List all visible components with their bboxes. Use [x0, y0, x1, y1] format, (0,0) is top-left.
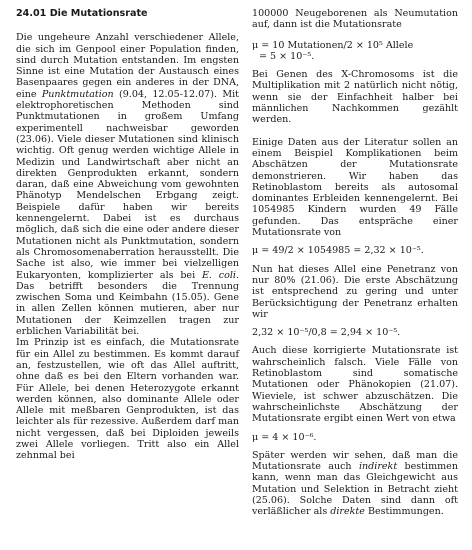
formula-estimate: μ = 4 × 10⁻⁶. — [252, 431, 317, 443]
paragraph — [16, 32, 239, 337]
section-title: Die Mutationsrate — [49, 8, 148, 19]
text-run: Die ungeheure Anzahl verschiedener Allele, die sich im Genpool einer Population finden, sind durch Mutation entstanden. Im engsten Sinne ist eine Mutation der Austausch eines Basenpaares gegen ein anderes in der DNA, eine — [16, 32, 239, 100]
italic-term: Punktmutation — [41, 88, 114, 100]
text-run: Später werden wir sehen, daß man die Mutationsrate auch — [252, 449, 458, 473]
paragraph: Nun hat dieses Allel eine Penetranz von nur 80% (21.06). Die erste Abschätzung ist entsprechend zu gering und unter Berücksichtigung der Penetranz erhalten wir — [252, 263, 458, 320]
paragraph: Im Prinzip ist es einfach, die Mutationsrate für ein Allel zu bestimmen. Es kommt darauf an, festzustellen, wie oft das Allel auftritt, ohne daß es bei den Eltern vorhanden war. Für Allele, bei denen Heterozygote erkannt werden können, also dominante Allele oder Allele mit meßbaren Genprodukten, ist das leichter als für rezessive. Außerdem darf man nicht vergessen, daß bei Diploiden jeweils zwei Allele vorliegen. Tritt also ein Allel zehnmal bei — [16, 337, 239, 462]
formula-mutation-rate — [252, 40, 458, 63]
section-number: 24.01 — [16, 8, 47, 19]
text-run: Bestimmungen. — [364, 506, 444, 518]
italic-term: direkte — [330, 506, 365, 518]
paragraph: Auch diese korrigierte Mutationsrate ist wahrscheinlich falsch. Viele Fälle von Retinoblastom sind somatische Mutationen oder Phänokopien (21.07). Wieviele, ist schwer abzuschätzen. Die wahrscheinlichste Abschätzung der Mutationsrate ergibt einen Wert von etwa — [252, 345, 458, 425]
paragraph: Bei Genen des X-Chromosoms ist die Multiplikation mit 2 natürlich nicht nötig, wenn sie der Einfachheit halber bei männlichen Nachkommen gezählt werden. — [252, 69, 458, 126]
paragraph: 100000 Neugeborenen als Neumutation auf, dann ist die Mutationsrate — [252, 8, 458, 31]
paragraph: Einige Daten aus der Literatur sollen an einem Beispiel Komplikationen beim Abschätzen der Mutationsrate demonstrieren. Wir haben das Retinoblastom bereits als autosomal dominantes Erbleiden kennengelernt. Bei 1054985 Kindern wurden 49 Fälle gefunden. Das entspräche einer Mutationsrate von — [252, 136, 458, 239]
italic-term: indirekt — [358, 461, 398, 473]
text-run: (9.04, 12.05-12.07). Mit elektrophoretischen Methoden sind Punktmutationen in großem Umfang experimentell nachweisbar geworden (23.06). Viele dieser Mutationen sind klinisch wichtig. Oft genug werden wichtige Allele in Medizin und Landwirtschaft aber nicht an direkten Genprodukten erkannt, sondern daran, daß eine Abweichung vom gewohnten Phänotyp Mendelschen Erbgang zeigt. Beispiele dafür haben wir bereits kennengelernt. Dabei ist es durchaus möglich, daß sich die eine oder andere dieser Mutationen nicht als Punktmutation, sondern als Chromosomenaberration herausstellt. Die Sache ist also, wie immer bei vielzelligen Eukaryonten, komplizierter als bei — [16, 88, 239, 281]
text-run: bestimmen kann, wenn man das Gleichgewicht aus Mutation und Selektion in Betracht zieht (25.06). Solche Daten sind dann oft verläßlicher als — [252, 461, 458, 518]
left-column — [16, 8, 239, 462]
text-run: Das betrifft besonders die Trennung zwischen Soma und Keimbahn (15.05). Gene in allen Zellen können mutieren, aber nur Mutationen der Keimzellen tragen zur erblichen Variabilität bei. — [16, 280, 239, 338]
section-heading — [16, 8, 239, 19]
formula-retinoblastoma: μ = 49/2 × 1054985 = 2,32 × 10⁻⁵. — [252, 245, 424, 257]
right-column — [252, 8, 458, 518]
formula-penetrance: 2,32 × 10⁻⁵/0,8 = 2,94 × 10⁻⁵. — [252, 327, 401, 339]
paragraph — [252, 450, 458, 518]
formula-line: μ = 10 Mutationen/2 × 10⁵ Allele — [252, 39, 414, 51]
formula-line: = 5 × 10⁻⁵. — [259, 50, 315, 62]
italic-term: E. coli. — [201, 269, 239, 281]
